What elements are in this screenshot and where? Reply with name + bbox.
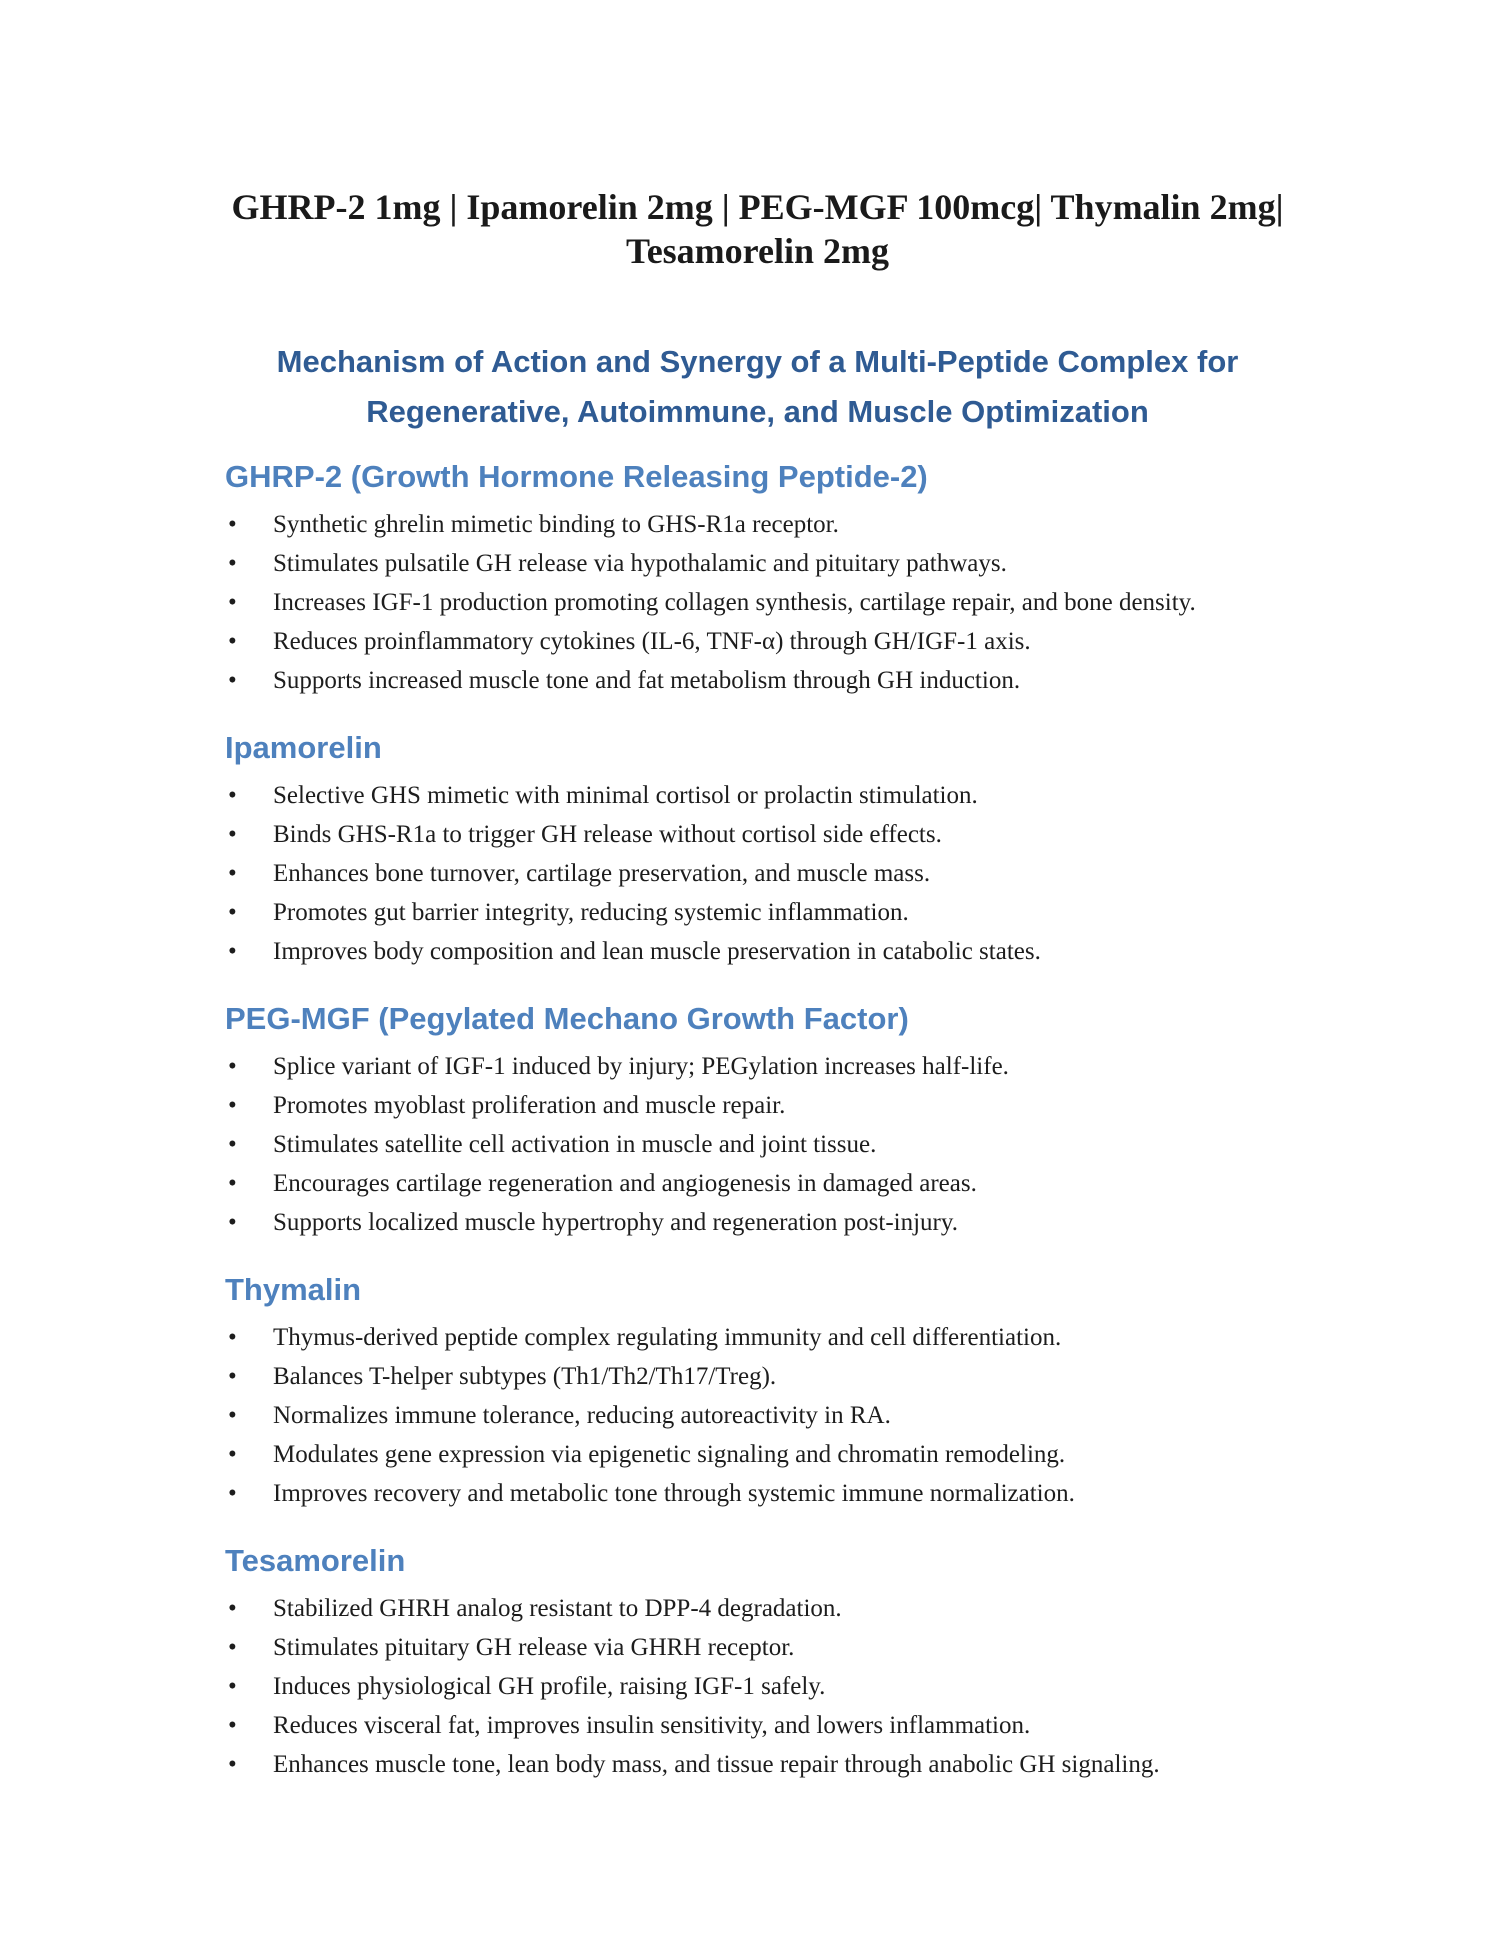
bullet-item: [225, 544, 1290, 583]
bullet-item: [225, 1164, 1290, 1203]
bullet-item: [225, 1474, 1290, 1513]
bullet-icon: •: [228, 1480, 237, 1507]
bullet-text: Splice variant of IGF-1 induced by injury; PEGylation increases half-life.: [273, 1053, 1009, 1080]
bullet-item: [225, 1125, 1290, 1164]
title-line-2: Tesamorelin 2mg: [625, 231, 889, 271]
bullet-item: [225, 1706, 1290, 1745]
bullet-list: [225, 776, 1290, 971]
bullet-text: Modulates gene expression via epigenetic signaling and chromatin remodeling.: [273, 1441, 1066, 1468]
bullet-text: Binds GHS-R1a to trigger GH release without cortisol side effects.: [273, 821, 942, 848]
bullet-item: [225, 932, 1290, 971]
bullet-item: [225, 1047, 1290, 1086]
bullet-item: [225, 1318, 1290, 1357]
bullet-icon: •: [228, 1595, 237, 1622]
bullet-icon: •: [228, 1053, 237, 1080]
peptide-section: [225, 1270, 1290, 1513]
bullet-icon: •: [228, 782, 237, 809]
bullet-text: Improves recovery and metabolic tone through systemic immune normalization.: [273, 1480, 1075, 1507]
bullet-icon: •: [228, 938, 237, 965]
bullet-text: Enhances bone turnover, cartilage preservation, and muscle mass.: [273, 860, 931, 887]
bullet-icon: •: [228, 667, 237, 694]
bullet-text: Supports localized muscle hypertrophy and regeneration post-injury.: [273, 1209, 958, 1236]
bullet-text: Improves body composition and lean muscle preservation in catabolic states.: [273, 938, 1041, 965]
bullet-item: [225, 1589, 1290, 1628]
bullet-item: [225, 815, 1290, 854]
subtitle-line-1: Mechanism of Action and Synergy of a Multi-Peptide Complex for: [276, 344, 1239, 379]
peptide-section: [225, 457, 1290, 700]
bullet-text: Stimulates pulsatile GH release via hypothalamic and pituitary pathways.: [273, 550, 1007, 577]
bullet-icon: •: [228, 511, 237, 538]
bullet-list: [225, 1047, 1290, 1242]
bullet-item: [225, 661, 1290, 700]
bullet-text: Balances T-helper subtypes (Th1/Th2/Th17/Treg).: [273, 1363, 777, 1390]
subtitle-line-2: Regenerative, Autoimmune, and Muscle Optimization: [366, 394, 1149, 429]
bullet-item: [225, 893, 1290, 932]
bullet-item: [225, 1628, 1290, 1667]
section-heading: Ipamorelin: [225, 730, 382, 765]
bullet-icon: •: [228, 1324, 237, 1351]
bullet-list: [225, 505, 1290, 700]
bullet-item: [225, 583, 1290, 622]
bullet-text: Promotes myoblast proliferation and muscle repair.: [273, 1092, 786, 1119]
bullet-item: [225, 1435, 1290, 1474]
bullet-text: Stimulates satellite cell activation in muscle and joint tissue.: [273, 1131, 877, 1158]
bullet-text: Reduces visceral fat, improves insulin sensitivity, and lowers inflammation.: [273, 1712, 1031, 1739]
bullet-text: Normalizes immune tolerance, reducing autoreactivity in RA.: [273, 1402, 891, 1429]
bullet-item: [225, 1203, 1290, 1242]
bullet-text: Enhances muscle tone, lean body mass, and tissue repair through anabolic GH signaling.: [273, 1751, 1160, 1778]
bullet-text: Supports increased muscle tone and fat metabolism through GH induction.: [273, 667, 1021, 694]
sections: [225, 457, 1290, 1784]
bullet-list: [225, 1589, 1290, 1784]
bullet-icon: •: [228, 589, 237, 616]
bullet-item: [225, 776, 1290, 815]
bullet-icon: •: [228, 1092, 237, 1119]
bullet-icon: •: [228, 860, 237, 887]
bullet-icon: •: [228, 1209, 237, 1236]
bullet-icon: •: [228, 899, 237, 926]
document-subtitle: [225, 337, 1290, 437]
bullet-text: Encourages cartilage regeneration and angiogenesis in damaged areas.: [273, 1170, 977, 1197]
bullet-text: Reduces proinflammatory cytokines (IL-6, TNF-α) through GH/IGF-1 axis.: [273, 628, 1031, 655]
bullet-icon: •: [228, 1712, 237, 1739]
bullet-icon: •: [228, 1673, 237, 1700]
bullet-text: Thymus-derived peptide complex regulating immunity and cell differentiation.: [273, 1324, 1062, 1351]
section-heading: GHRP-2 (Growth Hormone Releasing Peptide-2): [225, 459, 928, 494]
bullet-icon: •: [228, 1402, 237, 1429]
bullet-list: [225, 1318, 1290, 1513]
bullet-item: [225, 1357, 1290, 1396]
section-heading: Tesamorelin: [225, 1543, 406, 1578]
bullet-text: Stabilized GHRH analog resistant to DPP-4 degradation.: [273, 1595, 842, 1622]
bullet-icon: •: [228, 1441, 237, 1468]
bullet-item: [225, 505, 1290, 544]
bullet-item: [225, 854, 1290, 893]
bullet-text: Promotes gut barrier integrity, reducing systemic inflammation.: [273, 899, 909, 926]
bullet-icon: •: [228, 628, 237, 655]
bullet-text: Selective GHS mimetic with minimal cortisol or prolactin stimulation.: [273, 782, 978, 809]
bullet-item: [225, 1745, 1290, 1784]
bullet-icon: •: [228, 1170, 237, 1197]
title-line-1: GHRP-2 1mg | Ipamorelin 2mg | PEG-MGF 100mcg| Thymalin 2mg|: [231, 187, 1284, 227]
bullet-icon: •: [228, 1363, 237, 1390]
bullet-text: Stimulates pituitary GH release via GHRH receptor.: [273, 1634, 795, 1661]
section-heading: PEG-MGF (Pegylated Mechano Growth Factor): [225, 1001, 909, 1036]
bullet-item: [225, 622, 1290, 661]
section-heading: Thymalin: [225, 1272, 362, 1307]
bullet-text: Induces physiological GH profile, raising IGF-1 safely.: [273, 1673, 826, 1700]
bullet-icon: •: [228, 1131, 237, 1158]
bullet-text: Increases IGF-1 production promoting collagen synthesis, cartilage repair, and bone density.: [273, 589, 1196, 616]
peptide-section: [225, 1541, 1290, 1784]
bullet-icon: •: [228, 1751, 237, 1778]
document-title: [225, 185, 1290, 273]
bullet-item: [225, 1667, 1290, 1706]
bullet-icon: •: [228, 550, 237, 577]
bullet-icon: •: [228, 1634, 237, 1661]
peptide-section: [225, 999, 1290, 1242]
peptide-section: [225, 728, 1290, 971]
bullet-item: [225, 1396, 1290, 1435]
bullet-text: Synthetic ghrelin mimetic binding to GHS-R1a receptor.: [273, 511, 839, 538]
bullet-icon: •: [228, 821, 237, 848]
bullet-item: [225, 1086, 1290, 1125]
